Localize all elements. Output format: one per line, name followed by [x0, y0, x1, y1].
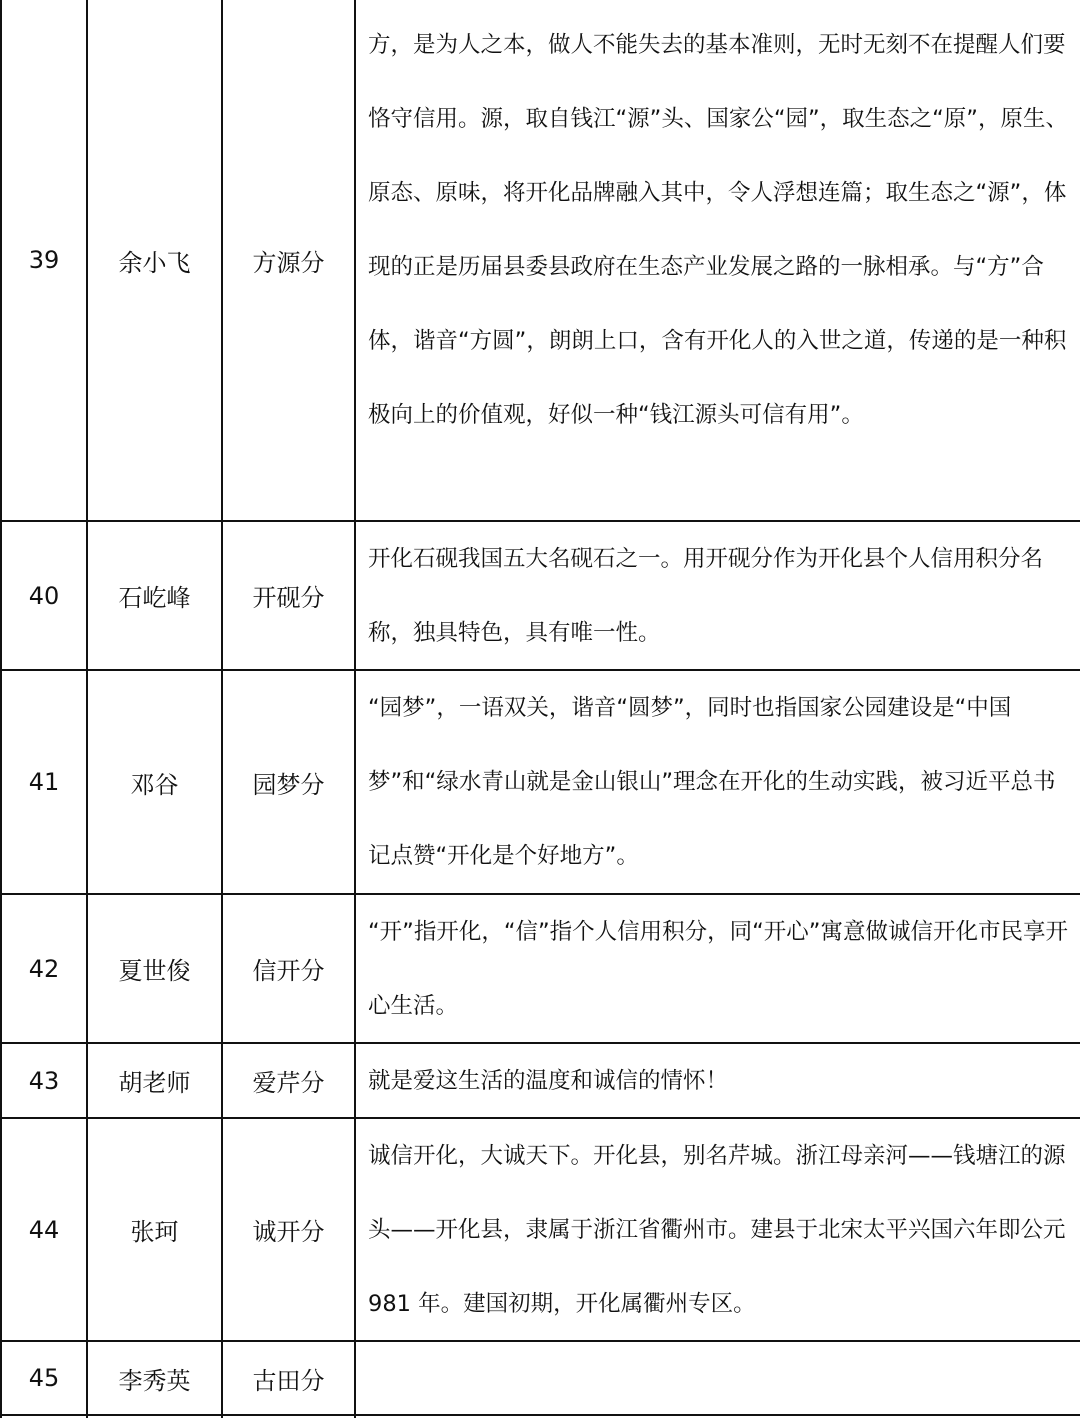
- table-row: [0, 671, 1080, 893]
- row-number: 41: [28, 768, 60, 796]
- description-cell: [356, 1119, 1080, 1340]
- proposer-name: 张珂: [130, 1218, 179, 1246]
- row-number: 39: [28, 246, 60, 274]
- proposer-name: 石屹峰: [118, 584, 191, 612]
- score-name: 古田分: [252, 1366, 325, 1395]
- table-row: [0, 522, 1080, 669]
- row-number: 42: [28, 954, 60, 983]
- description-cell: [356, 1044, 1080, 1117]
- description-cell: [356, 895, 1080, 1042]
- description-cell: [356, 522, 1080, 669]
- table-row: [0, 895, 1080, 1042]
- proposer-name: 夏世俊: [118, 957, 191, 985]
- description-text: 诚信开化，大诚天下。开化县，别名芹城。浙江母亲河——钱塘江的源头——开化县，隶属于浙江省衢州市。建县于北宋太平兴国六年即公元 981 年。建国初期，开化属衢州专区。: [368, 1143, 1066, 1317]
- proposer-name: 余小飞: [118, 248, 191, 277]
- score-name: 爱芹分: [252, 1069, 325, 1097]
- table-row: [0, 1342, 1080, 1414]
- description-text: 开化石砚我国五大名砚石之一。用开砚分作为开化县个人信用积分名称，独具特色，具有唯一性。: [368, 546, 1044, 646]
- table-row: [0, 1119, 1080, 1340]
- score-name: 开砚分: [252, 584, 325, 612]
- row-divider: [0, 1414, 1080, 1416]
- row-number: 43: [28, 1066, 60, 1095]
- description-text: 方，是为人之本，做人不能失去的基本准则，无时无刻不在提醒人们要恪守信用。源，取自钱江“源”头、国家公“园”，取生态之“原”，原生、原态、原味，将开化品牌融入其中，令人浮想连篇；取生态之“源”，体现的正是历届县委县政府在生态产业发展之路的一脉相承。与“方”合体，谐音“方圆”，朗朗上口，含有开化人的入世之道，传递的是一种积极向上的价值观，好似一种“钱江源头可信有用”。: [368, 32, 1068, 428]
- description-cell: [356, 0, 1080, 520]
- score-name: 诚开分: [252, 1218, 325, 1246]
- row-number: 40: [28, 581, 60, 610]
- score-name: 园梦分: [252, 770, 325, 799]
- row-number: 44: [28, 1215, 60, 1244]
- score-name: 信开分: [252, 957, 325, 985]
- table-row: [0, 0, 1080, 520]
- proposer-name: 李秀英: [118, 1366, 191, 1395]
- description-text: 就是爱这生活的温度和诚信的情怀！: [368, 1068, 729, 1094]
- description-cell: [356, 671, 1080, 893]
- proposer-name: 胡老师: [118, 1069, 191, 1097]
- description-text: “园梦”，一语双关，谐音“圆梦”，同时也指国家公园建设是“中国梦”和“绿水青山就是金山银山”理念在开化的生动实践，被习近平总书记点赞“开化是个好地方”。: [368, 695, 1056, 869]
- score-name: 方源分: [252, 248, 325, 277]
- row-number: 45: [28, 1364, 60, 1392]
- proposer-name: 邓谷: [130, 770, 179, 799]
- description-text: “开”指开化，“信”指个人信用积分，同“开心”寓意做诚信开化市民享开心生活。: [368, 919, 1068, 1019]
- table-row: [0, 1044, 1080, 1117]
- description-cell: [356, 1342, 1080, 1414]
